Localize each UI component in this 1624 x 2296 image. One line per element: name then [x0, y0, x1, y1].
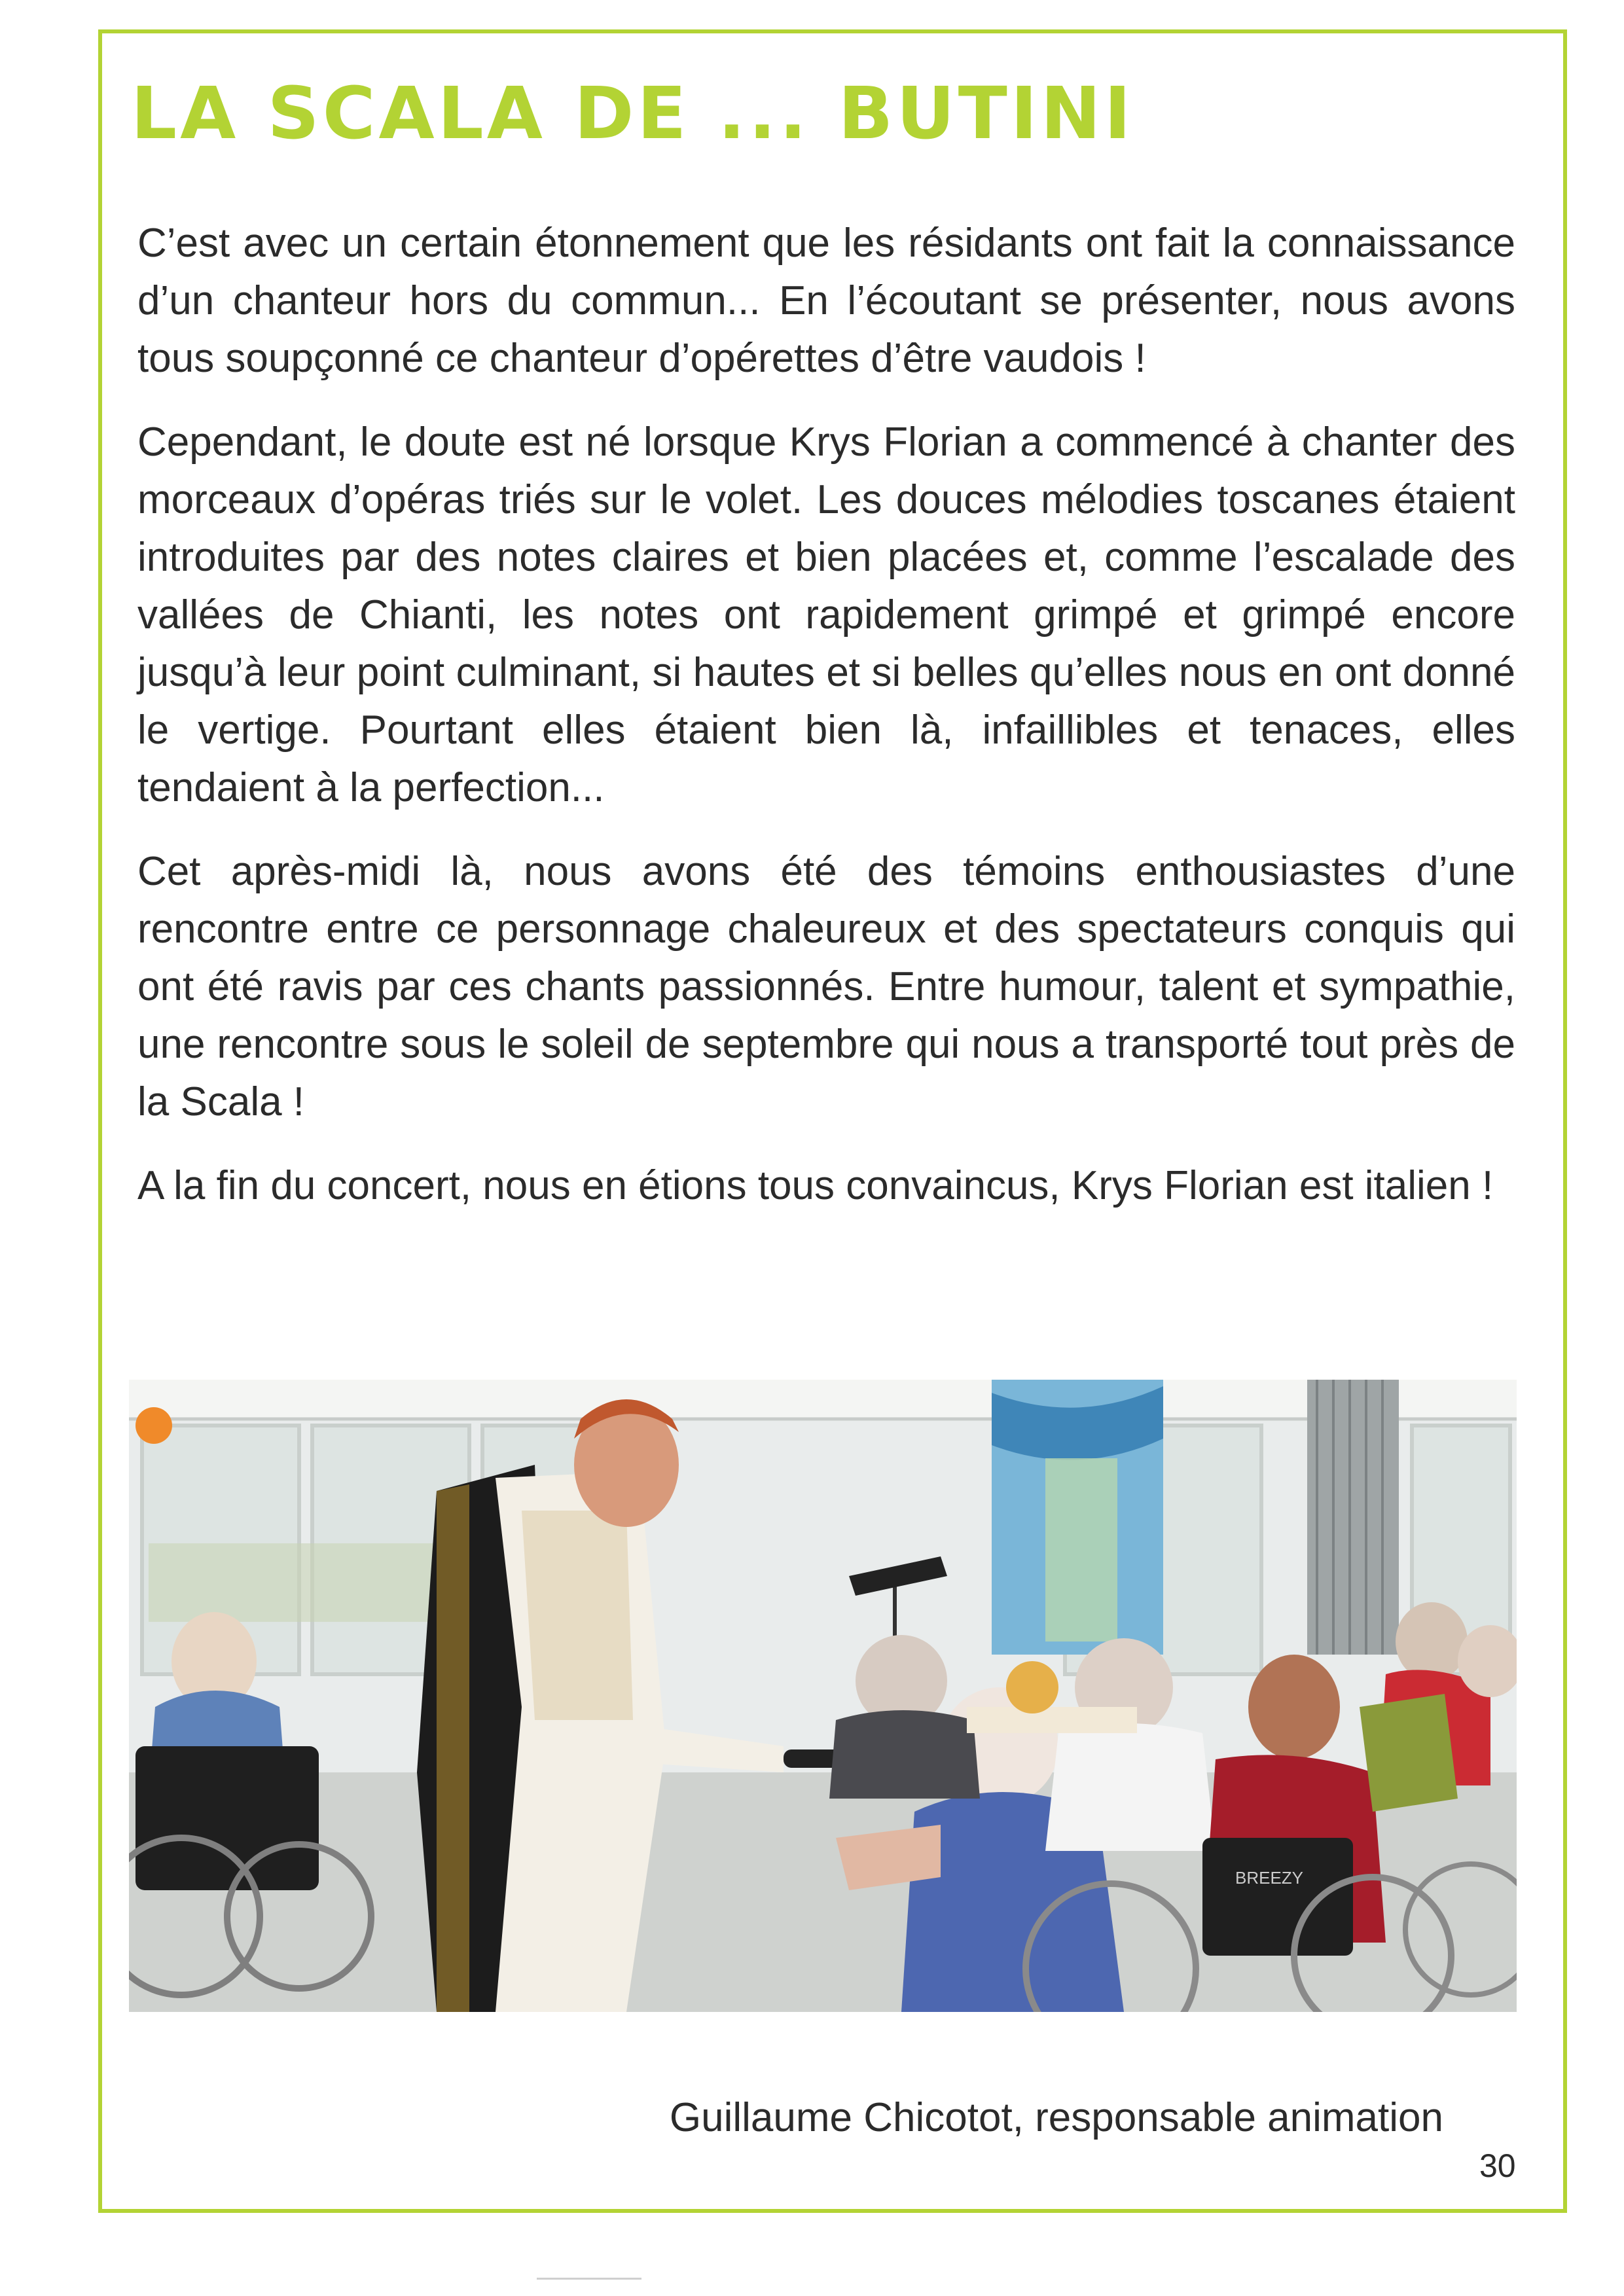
paragraph-1: C’est avec un certain étonnement que les résidants ont fait la connaissance d’un chanteur hors du commun... En l’écoutant se présenter, nous avons tous soupçonné ce chanteur d’opérettes d’être vaudois ! — [137, 221, 1515, 381]
wheelchair-brand-label: BREEZY — [1235, 1868, 1304, 1888]
article-body — [137, 215, 1515, 1241]
concert-photo — [129, 1380, 1517, 2012]
author-signature: Guillaume Chicotot, responsable animation — [669, 2095, 1443, 2140]
paragraph-3: Cet après-midi là, nous avons été des témoins enthousiastes d’une rencontre entre ce personnage chaleureux et des spectateurs conquis qui ont été ravis par ces chants passionnés. Entre humour, talent et sympathie, une rencontre sous le soleil de septembre qui nous a transporté tout près de la Scala ! — [137, 849, 1515, 1124]
paragraph-2: Cependant, le doute est né lorsque Krys Florian a commencé à chanter des morceaux d’opéras triés sur le volet. Les douces mélodies toscanes étaient introduites par des notes claires et bien placées et, comme l’escalade des vallées de Chianti, les notes ont rapidement grimpé et grimpé encore jusqu’à leur point culminant, si hautes et si belles qu’elles nous en ont donné le vertige. Pourtant elles étaient bien là, infaillibles et tenaces, elles tendaient à la perfection... — [137, 420, 1515, 810]
page-title: LA SCALA DE ... BUTINI — [131, 71, 1134, 155]
paragraph-4: A la fin du concert, nous en étions tous convaincus, Krys Florian est italien ! — [137, 1163, 1494, 1208]
scan-artifact — [537, 2278, 641, 2280]
page-number: 30 — [1479, 2147, 1516, 2184]
